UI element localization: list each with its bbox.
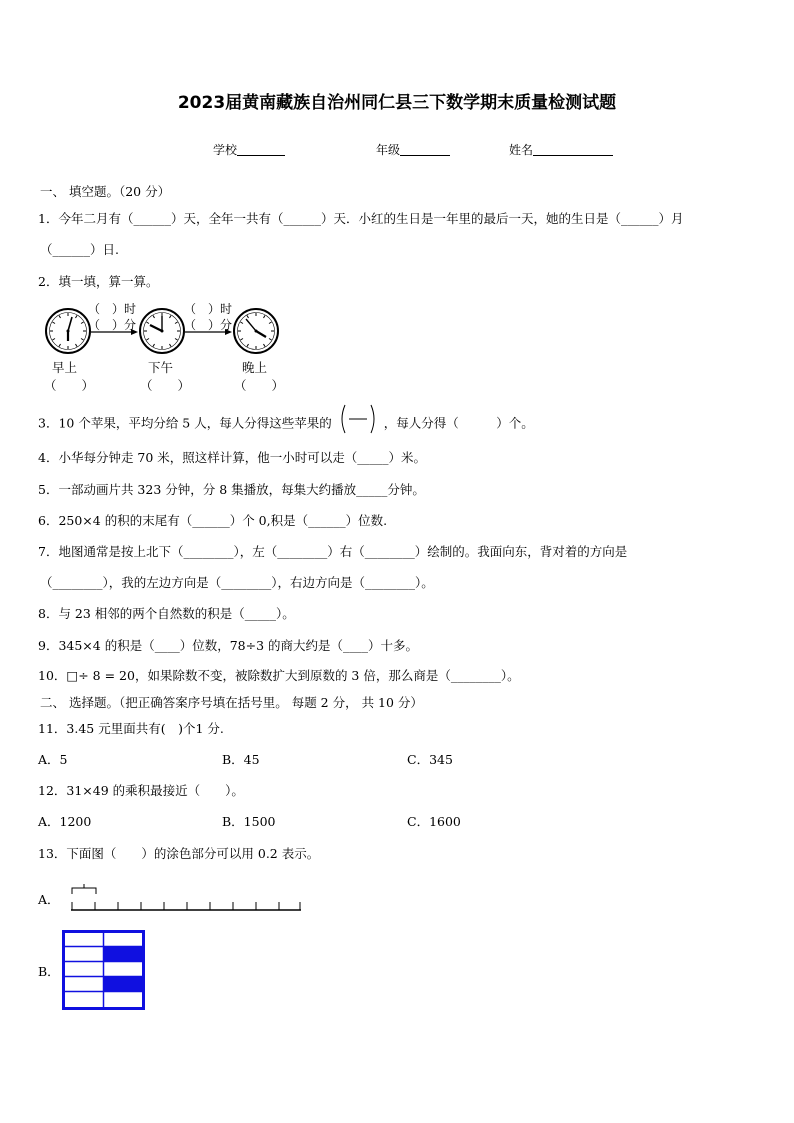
school-field [213,141,285,158]
school-blank[interactable] [237,142,285,156]
question-2-text: 2．填一填，算一算。 [38,274,159,289]
clock-blank-afternoon: （ ） [140,378,191,393]
clock-blank-evening: （ ） [234,378,285,393]
question-6: 6．250×4 的积的末尾有（______）个 0,积是（______）位数. [38,513,388,528]
question-1-line-1: 1．今年二月有（______）天，全年一共有（______）天．小红的生日是一年里的最后一天，她的生日是（______）月 [38,211,684,226]
question-12: 12．31×49 的乘积最接近（ ）。 [38,783,244,798]
clock-blank-morning: （ ） [44,378,95,393]
question-13: 13．下面图（ ）的涂色部分可以用 0.2 表示。 [38,846,320,861]
arrow-1-hour: （ ）时 [88,302,137,316]
grade-blank[interactable] [400,142,450,156]
clock-evening [234,309,278,353]
question-5: 5．一部动画片共 323 分钟，分 8 集播放，每集大约播放_____分钟。 [38,482,425,497]
question-1-line-2: （______）日. [40,242,119,257]
question-3 [38,412,534,436]
q12-option-b[interactable]: B．1500 [222,814,276,829]
question-8: 8．与 23 相邻的两个自然数的积是（_____）。 [38,606,295,621]
arrow-2-minute: （ ）分 [184,318,233,332]
question-7-line-2: （________），我的左边方向是（________），右边方向是（________）。 [40,575,434,590]
clock-morning [46,309,90,353]
name-blank[interactable] [533,142,613,156]
grade-field [376,141,450,158]
question-9: 9．345×4 的积是（____）位数，78÷3 的商大约是（____）十多。 [38,638,419,653]
q13-option-b-label[interactable]: B． [38,964,60,979]
question-7-line-1: 7．地图通常是按上北下（________），左（________）右（________）绘制的。我面向东，背对着的方向是 [38,544,628,559]
question-10-num: 10． [38,668,67,683]
q12-option-a[interactable]: A．1200 [38,814,92,829]
q13-option-a-label[interactable]: A． [38,892,60,907]
clock-label-afternoon: 下午 [148,360,174,375]
question-10-box: □ [66,668,79,683]
clock-label-evening: 晚上 [242,360,268,375]
clock-afternoon [140,309,184,353]
number-line-figure [68,884,304,914]
grade-label: 年级 [376,143,401,157]
q11-option-a[interactable]: A．5 [38,752,68,767]
q11-option-b[interactable]: B．45 [222,752,260,767]
question-3-before: 3．10 个苹果，平均分给 5 人，每人分得这些苹果的 [38,415,332,431]
section-2-heading: 二、 选择题。（把正确答案序号填在括号里。 每题 2 分， 共 10 分） [40,695,423,710]
name-label: 姓名 [509,143,534,157]
fraction-blank[interactable] [338,402,378,436]
q11-option-c[interactable]: C．345 [407,752,453,767]
page-title: 2023届黄南藏族自治州同仁县三下数学期末质量检测试题 [177,93,617,113]
question-4: 4．小华每分钟走 70 米，照这样计算，他一小时可以走（_____）米。 [38,450,427,465]
section-1-heading: 一、 填空题。（20 分） [40,184,171,199]
name-field [509,141,613,158]
grid-figure [62,930,146,1012]
arrow-2-hour: （ ）时 [184,302,233,316]
question-3-after: ，每人分得（ ）个。 [383,415,534,431]
question-10-text: ÷ 8 = 20，如果除数不变，被除数扩大到原数的 3 倍，那么商是（________）。 [78,668,520,683]
clock-label-morning: 早上 [52,360,78,375]
question-11: 11．3.45 元里面共有( )个1 分. [38,721,224,736]
question-10 [38,666,520,684]
q12-option-c[interactable]: C．1600 [407,814,461,829]
arrow-1-minute: （ ）分 [88,318,137,332]
school-label: 学校 [213,143,238,157]
